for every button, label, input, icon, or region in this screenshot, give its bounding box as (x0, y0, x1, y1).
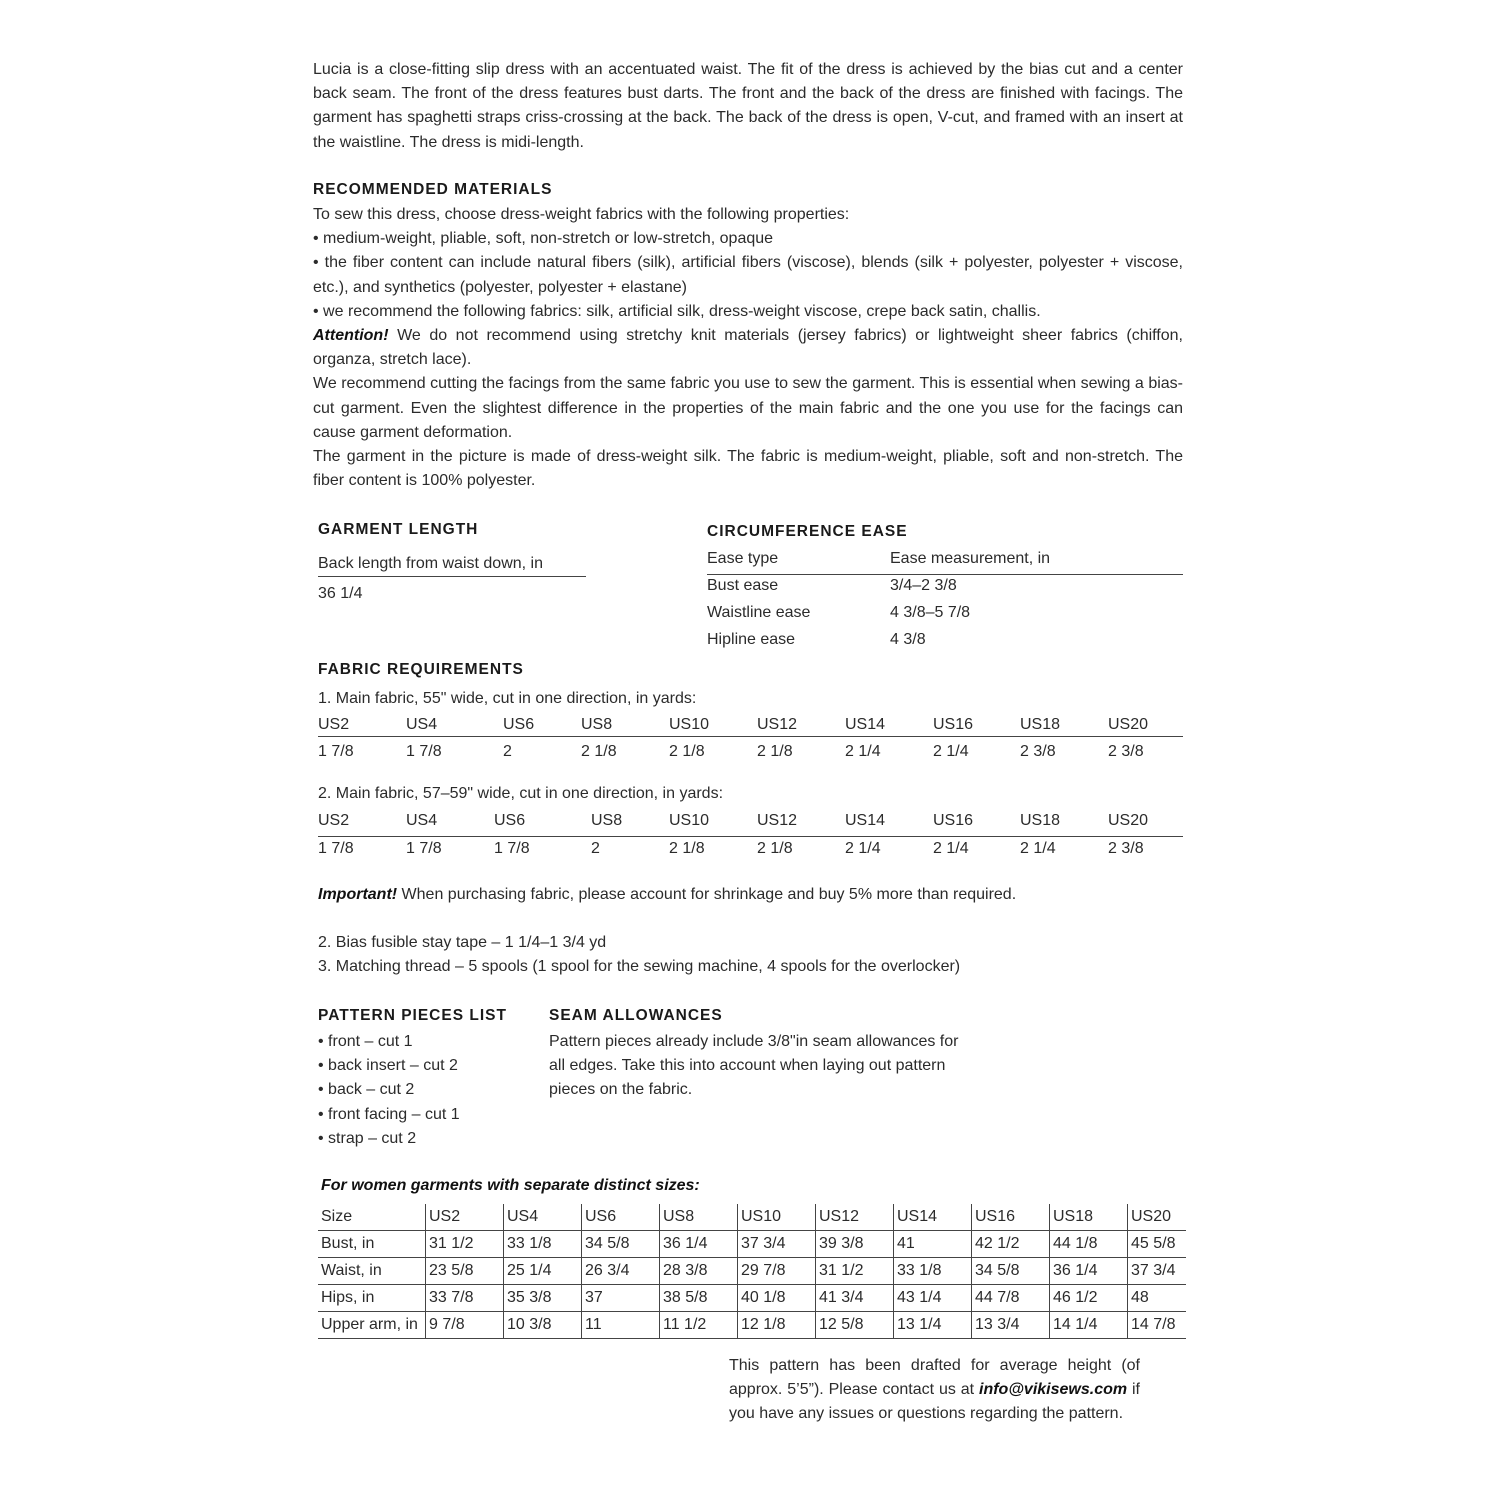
size-chart-title: For women garments with separate distinct sizes: (321, 1177, 700, 1194)
table-cell: US12 (816, 1204, 894, 1231)
size-label: US4 (406, 812, 438, 829)
size-label: US8 (591, 812, 623, 829)
garment-length-heading: GARMENT LENGTH (318, 521, 479, 538)
table-cell: 37 (582, 1285, 660, 1312)
ease-heading: CIRCUMFERENCE EASE (707, 523, 908, 540)
row-label: Size (318, 1204, 426, 1231)
size-chart-header-row (318, 1204, 1186, 1231)
size-chart-table (318, 1204, 1186, 1339)
table-cell: 34 5/8 (582, 1231, 660, 1258)
yardage-value: 1 7/8 (406, 840, 442, 857)
table-row (318, 1258, 1186, 1285)
table-cell: 26 3/4 (582, 1258, 660, 1285)
materials-bullet: • the fiber content can include natural fibers (silk), artificial fibers (viscose), blends (silk + polyester, polyester + viscose, etc.), and synthetics (polyester, polyester + elastane) (313, 254, 1183, 296)
yardage-value: 1 7/8 (318, 840, 354, 857)
table-cell: 37 3/4 (1128, 1258, 1187, 1285)
yardage-value: 2 1/8 (669, 743, 705, 760)
yardage-value: 1 7/8 (494, 840, 530, 857)
table-cell: 9 7/8 (426, 1312, 504, 1339)
garment-length-value: 36 1/4 (318, 585, 363, 602)
row-label: Waist, in (318, 1258, 426, 1285)
ease-value: 4 3/8–5 7/8 (890, 604, 971, 621)
ease-value: 4 3/8 (890, 631, 926, 648)
table-cell: US8 (660, 1204, 738, 1231)
ease-type: Waistline ease (707, 604, 811, 621)
piece-item: • back insert – cut 2 (318, 1057, 458, 1075)
table-cell: US18 (1050, 1204, 1128, 1231)
yardage-value: 2 1/4 (845, 743, 881, 760)
materials-bullet: • we recommend the following fabrics: silk, artificial silk, dress-weight viscose, crepe back satin, challis. (313, 302, 1041, 320)
attention-note (313, 324, 1183, 372)
ease-col-measurement: Ease measurement, in (890, 550, 1051, 567)
size-label: US16 (933, 716, 974, 733)
table-cell: 31 1/2 (816, 1258, 894, 1285)
seam-heading: SEAM ALLOWANCES (549, 1007, 723, 1024)
size-label: US4 (406, 716, 438, 733)
size-label: US18 (1020, 716, 1061, 733)
table-cell: US10 (738, 1204, 816, 1231)
ease-value: 3/4–2 3/8 (890, 577, 957, 594)
table-cell: 44 1/8 (1050, 1231, 1128, 1258)
table-cell: US6 (582, 1204, 660, 1231)
ease-type: Bust ease (707, 577, 779, 594)
size-label: US2 (318, 716, 350, 733)
row-label: Bust, in (318, 1231, 426, 1258)
table-cell: 13 3/4 (972, 1312, 1050, 1339)
yardage-value: 2 3/8 (1108, 840, 1144, 857)
table-cell: 38 5/8 (660, 1285, 738, 1312)
table-cell: 14 7/8 (1128, 1312, 1187, 1339)
table-cell: US20 (1128, 1204, 1187, 1231)
picture-note: The garment in the picture is made of dress-weight silk. The fabric is medium-weight, pliable, soft and non-stretch. The fiber content is 100% polyester. (313, 448, 1183, 490)
table-cell: 33 1/8 (894, 1258, 972, 1285)
table-cell: 46 1/2 (1050, 1285, 1128, 1312)
table-cell: 10 3/8 (504, 1312, 582, 1339)
materials-section (313, 203, 1183, 493)
size-label: US10 (669, 812, 710, 829)
size-label: US12 (757, 716, 798, 733)
table-cell: 36 1/4 (660, 1231, 738, 1258)
size-label: US12 (757, 812, 798, 829)
table-cell: US2 (426, 1204, 504, 1231)
intro-text: Lucia is a close-fitting slip dress with an accentuated waist. The fit of the dress is achieved by the bias cut and a center back seam. The front of the dress features bust darts. The front and the back of the dress are finished with facings. The garment has spaghetti straps criss-crossing at the back. The back of the dress is open, V-cut, and framed with an insert at the waistline. The dress is midi-length. (313, 61, 1183, 151)
fabric-table2-title: 2. Main fabric, 57–59" wide, cut in one direction, in yards: (318, 785, 724, 802)
yardage-value: 2 1/8 (669, 840, 705, 857)
divider (318, 836, 1183, 837)
size-label: US8 (581, 716, 613, 733)
yardage-value: 2 1/4 (845, 840, 881, 857)
table-row (318, 1231, 1186, 1258)
size-label: US20 (1108, 716, 1149, 733)
table-cell: 41 (894, 1231, 972, 1258)
piece-item: • back – cut 2 (318, 1081, 415, 1099)
fabric-table1-title: 1. Main fabric, 55" wide, cut in one direction, in yards: (318, 690, 697, 707)
yardage-value: 2 1/8 (581, 743, 617, 760)
yardage-value: 2 1/4 (933, 840, 969, 857)
piece-item: • front – cut 1 (318, 1033, 413, 1050)
table-cell: 12 1/8 (738, 1312, 816, 1339)
table-cell: 34 5/8 (972, 1258, 1050, 1285)
size-label: US18 (1020, 812, 1061, 829)
attention-label: Attention! (313, 327, 389, 345)
table-cell: 45 5/8 (1128, 1231, 1187, 1258)
table-cell: 12 5/8 (816, 1312, 894, 1339)
thread-item: 3. Matching thread – 5 spools (1 spool for the sewing machine, 4 spools for the overlocker) (318, 958, 961, 975)
table-cell: 29 7/8 (738, 1258, 816, 1285)
table-cell: 37 3/4 (738, 1231, 816, 1258)
row-label: Hips, in (318, 1285, 426, 1312)
size-label: US6 (503, 716, 535, 733)
important-text: When purchasing fabric, please account for shrinkage and buy 5% more than required. (397, 886, 1017, 903)
piece-item: • strap – cut 2 (318, 1129, 417, 1147)
yardage-value: 2 1/4 (933, 743, 969, 760)
table-cell: 44 7/8 (972, 1285, 1050, 1312)
pieces-list (318, 1030, 460, 1151)
table-row (318, 1285, 1186, 1312)
yardage-value: 2 3/8 (1108, 743, 1144, 760)
pieces-heading: PATTERN PIECES LIST (318, 1007, 507, 1024)
footer-text: This pattern has been drafted for average height (of approx. 5’5”). Please contact us at (729, 1357, 1140, 1399)
divider (318, 576, 586, 577)
size-label: US16 (933, 812, 974, 829)
seam-text: Pattern pieces already include 3/8"in seam allowances for all edges. Take this into account when laying out pattern pieces on the fabric. (549, 1033, 959, 1099)
size-label: US14 (845, 716, 886, 733)
table-cell: 41 3/4 (816, 1285, 894, 1312)
ease-col-type: Ease type (707, 550, 779, 567)
divider (318, 736, 1183, 737)
yardage-value: 2 1/8 (757, 840, 793, 857)
fabric-heading: FABRIC REQUIREMENTS (318, 661, 524, 678)
garment-length-label: Back length from waist down, in (318, 555, 543, 572)
table-cell: 23 5/8 (426, 1258, 504, 1285)
facings-note: We recommend cutting the facings from the same fabric you use to sew the garment. This is essential when sewing a bias-cut garment. Even the slightest difference in the properties of the main fabric and the one you use for the facings can cause garment deformation. (313, 375, 1183, 441)
row-label: Upper arm, in (318, 1312, 426, 1339)
materials-lead: To sew this dress, choose dress-weight fabrics with the following properties: (313, 206, 850, 223)
table-cell: 25 1/4 (504, 1258, 582, 1285)
ease-type: Hipline ease (707, 631, 796, 648)
table-cell: US16 (972, 1204, 1050, 1231)
yardage-value: 2 1/4 (1020, 840, 1056, 857)
contact-email[interactable]: info@vikisews.com (979, 1381, 1128, 1399)
table-cell: 33 1/8 (504, 1231, 582, 1258)
table-cell: 48 (1128, 1285, 1187, 1312)
footer-note (729, 1354, 1140, 1427)
table-cell: 39 3/8 (816, 1231, 894, 1258)
materials-bullet: • medium-weight, pliable, soft, non-stretch or low-stretch, opaque (313, 230, 774, 248)
table-cell: 14 1/4 (1050, 1312, 1128, 1339)
table-cell: 40 1/8 (738, 1285, 816, 1312)
table-cell: 42 1/2 (972, 1231, 1050, 1258)
piece-item: • front facing – cut 1 (318, 1105, 460, 1123)
yardage-value: 2 (591, 840, 600, 857)
yardage-value: 1 7/8 (318, 743, 354, 760)
size-label: US14 (845, 812, 886, 829)
table-cell: US4 (504, 1204, 582, 1231)
size-label: US10 (669, 716, 710, 733)
footer-text: if you have any issues or questions regarding the pattern. (729, 1381, 1140, 1423)
important-label: Important! (318, 886, 398, 903)
table-cell: 28 3/8 (660, 1258, 738, 1285)
table-cell: 35 3/8 (504, 1285, 582, 1312)
divider (707, 574, 1183, 575)
table-cell: 43 1/4 (894, 1285, 972, 1312)
yardage-value: 2 (503, 743, 512, 760)
intro-paragraph (313, 58, 1183, 155)
size-label: US20 (1108, 812, 1149, 829)
table-cell: US14 (894, 1204, 972, 1231)
table-cell: 36 1/4 (1050, 1258, 1128, 1285)
yardage-value: 1 7/8 (406, 743, 442, 760)
attention-text: We do not recommend using stretchy knit materials (jersey fabrics) or lightweight sheer fabrics (chiffon, organza, stretch lace). (313, 327, 1183, 369)
table-cell: 31 1/2 (426, 1231, 504, 1258)
table-cell: 13 1/4 (894, 1312, 972, 1339)
table-cell: 11 (582, 1312, 660, 1339)
important-note (318, 886, 1016, 904)
table-cell: 33 7/8 (426, 1285, 504, 1312)
yardage-value: 2 1/8 (757, 743, 793, 760)
materials-heading: RECOMMENDED MATERIALS (313, 181, 553, 198)
size-label: US6 (494, 812, 526, 829)
stay-tape-item: 2. Bias fusible stay tape – 1 1/4–1 3/4 yd (318, 934, 607, 951)
yardage-value: 2 3/8 (1020, 743, 1056, 760)
size-label: US2 (318, 812, 350, 829)
table-cell: 11 1/2 (660, 1312, 738, 1339)
table-row (318, 1312, 1186, 1339)
